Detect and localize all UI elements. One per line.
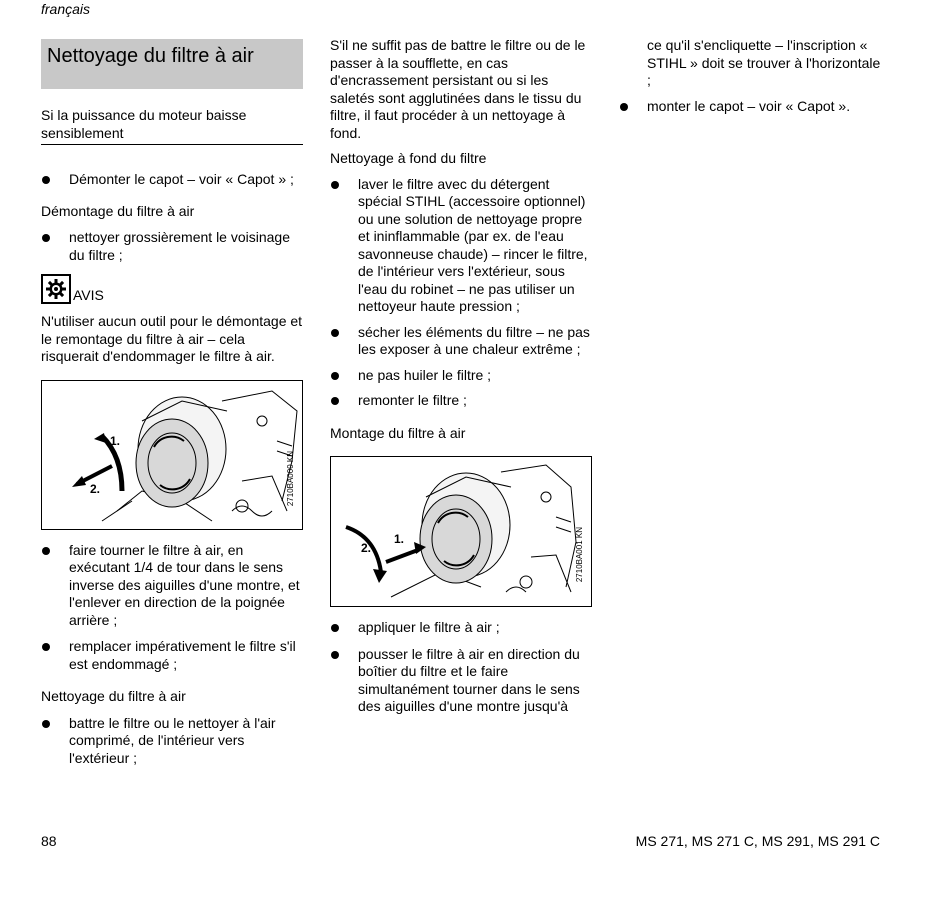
list-item: battre le filtre ou le nettoyer à l'air comprimé, de l'intérieur vers l'extérieur ; bbox=[41, 715, 303, 768]
filter-removal-figure bbox=[41, 380, 303, 530]
step-2-label: 2. bbox=[361, 541, 372, 555]
column-1 bbox=[41, 37, 303, 767]
list-item: appliquer le filtre à air ; bbox=[330, 619, 592, 637]
list-item: remonter le filtre ; bbox=[330, 392, 592, 410]
intro-text: S'il ne suffit pas de battre le filtre ou de le passer à la soufflette, en cas d'encrassement persistant ou si les saletés sont agglutinées dans le tissu du filtre, il faut procéder à un nettoyage à fond. bbox=[330, 37, 586, 141]
list-item: monter le capot – voir « Capot ». bbox=[619, 98, 881, 116]
subhead-removal: Démontage du filtre à air bbox=[41, 202, 195, 219]
subhead-cleaning: Nettoyage du filtre à air bbox=[41, 688, 186, 704]
step-2-label: 2. bbox=[90, 481, 101, 496]
list-item: ne pas huiler le filtre ; bbox=[330, 367, 592, 385]
list-item: faire tourner le filtre à air, en exécutant 1/4 de tour dans le sens inverse des aiguilles d'une montre, et l'enlever en direction de la poignée arrière ; bbox=[41, 542, 303, 630]
filter-removal-illustration bbox=[42, 381, 303, 529]
list-item: nettoyer grossièrement le voisinage du filtre ; bbox=[41, 229, 303, 264]
list-item: laver le filtre avec du détergent spécial STIHL (accessoire optionnel) ou une solution de nettoyage propre et ininflammable (par ex. de l'eau savonneuse chaude) – rincer le filtre, de l'intérieur vers l'extérieur, sous l'eau du robinet – ne pas utiliser un nettoyeur haute pression ; bbox=[330, 176, 592, 316]
subhead-deep-cleaning: Nettoyage à fond du filtre bbox=[330, 150, 487, 166]
filter-mounting-figure bbox=[330, 456, 592, 607]
notice-block bbox=[41, 274, 303, 304]
notice-text: N'utiliser aucun outil pour le démontage et le remontage du filtre à air – cela risquerait d'endommager le filtre à air. bbox=[41, 313, 303, 364]
column-2 bbox=[330, 37, 592, 716]
list-item: Démonter le capot – voir « Capot » ; bbox=[41, 171, 303, 189]
model-list: MS 271, MS 271 C, MS 291, MS 291 C bbox=[635, 833, 880, 849]
list-item: remplacer impérativement le filtre s'il est endommagé ; bbox=[41, 638, 303, 673]
column-3 bbox=[619, 37, 881, 115]
section-title-box bbox=[41, 39, 303, 89]
figure-code: 2710BA001 KN bbox=[574, 527, 584, 583]
filter-mounting-illustration bbox=[331, 457, 592, 606]
step-1-label: 1. bbox=[110, 433, 121, 448]
figure-code: 2710BA000 KN bbox=[285, 450, 295, 506]
language-label: français bbox=[41, 1, 91, 17]
step-1-label: 1. bbox=[394, 532, 405, 546]
subhead-engine-power bbox=[41, 107, 303, 145]
gear-icon bbox=[41, 274, 71, 304]
continued-text: ce qu'il s'encliquette – l'inscription « STIHL » doit se trouver à l'horizontale ; bbox=[647, 37, 881, 88]
section-title: Nettoyage du filtre à air bbox=[47, 45, 254, 67]
subhead-engine-power-text: Si la puissance du moteur baisse sensiblement bbox=[41, 107, 247, 141]
page-number: 88 bbox=[41, 833, 57, 849]
notice-label: AVIS bbox=[73, 286, 104, 303]
list-item: sécher les éléments du filtre – ne pas les exposer à une chaleur extrême ; bbox=[330, 324, 592, 359]
subhead-mounting: Montage du filtre à air bbox=[330, 424, 466, 441]
list-item: pousser le filtre à air en direction du boîtier du filtre et le faire simultanément tourner dans le sens des aiguilles d'une montre jusqu'à bbox=[330, 646, 592, 716]
